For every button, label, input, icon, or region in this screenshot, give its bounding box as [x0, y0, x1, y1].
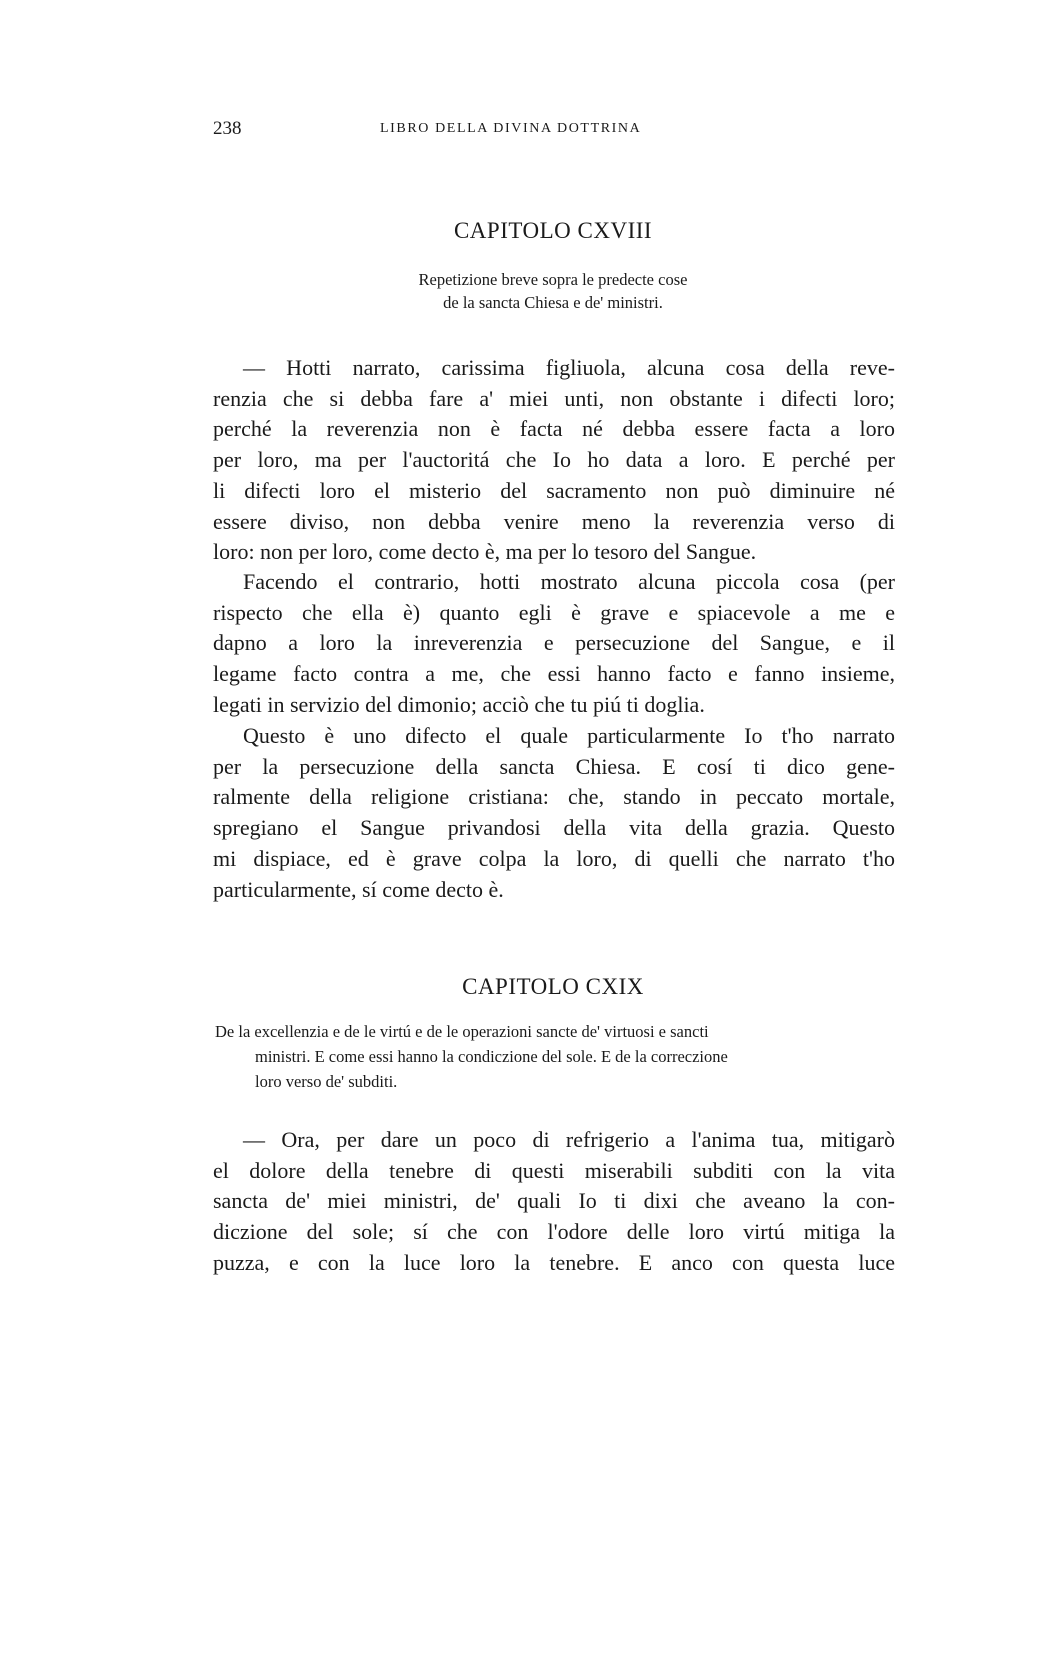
- text-line: dapno a loro la inreverenzia e persecuzione del Sangue, e il: [213, 630, 895, 656]
- text-line: spregiano el Sangue privandosi della vita della grazia. Questo: [213, 815, 895, 841]
- text-line: Questo è uno difecto el quale particularmente Io t'ho narrato: [243, 723, 895, 748]
- text-line: mi dispiace, ed è grave colpa la loro, di quelli che narrato t'ho: [213, 845, 895, 871]
- text-line: — Hotti narrato, carissima figliuola, alcuna cosa della reve-: [243, 355, 895, 380]
- text-line: essere diviso, non debba venire meno la reverenzia verso di: [213, 508, 895, 534]
- text-line: perché la reverenzia non è facta né debba essere facta a loro: [213, 416, 895, 442]
- text-line: el dolore della tenebre di questi miserabili subditi con la vita: [213, 1157, 895, 1183]
- text-line: rispecto che ella è) quanto egli è grave e spiacevole a me e: [213, 599, 895, 625]
- text-line: diczione del sole; sí che con l'odore delle loro virtú mitiga la: [213, 1219, 895, 1245]
- text-line: per loro, ma per l'auctoritá che Io ho data a loro. E perché per: [213, 447, 895, 473]
- text-line: ralmente della religione cristiana: che, stando in peccato mortale,: [213, 784, 895, 810]
- text-line: legame facto contra a me, che essi hanno facto e fanno insieme,: [213, 661, 895, 687]
- page-number: 238: [213, 118, 242, 139]
- text-line: — Ora, per dare un poco di refrigerio a l'anima tua, mitigarò: [243, 1127, 895, 1152]
- chapter-subtitle-line: De la excellenzia e de le virtú e de le operazioni sancte de' virtuosi e sancti: [215, 1022, 709, 1041]
- chapter-subtitle-line: Repetizione breve sopra le predecte cose: [418, 270, 688, 289]
- text-line: li difecti loro el misterio del sacramento non può diminuire né: [213, 477, 895, 503]
- chapter-title: CAPITOLO CXVIII: [453, 218, 653, 243]
- text-line: puzza, e con la luce loro la tenebre. E anco con questa luce: [213, 1249, 895, 1275]
- chapter-subtitle-line: de la sancta Chiesa e de' ministri.: [443, 293, 663, 312]
- chapter-title: CAPITOLO CXIX: [462, 974, 644, 999]
- chapter-subtitle-line: ministri. E come essi hanno la condiczione del sole. E de la correczione: [255, 1047, 728, 1066]
- text-line: per la persecuzione della sancta Chiesa. E cosí ti dico gene-: [213, 753, 895, 779]
- chapter-subtitle-line: loro verso de' subditi.: [255, 1072, 398, 1091]
- text-line: sancta de' miei ministri, de' quali Io ti dixi che aveano la con-: [213, 1188, 895, 1214]
- running-title: LIBRO DELLA DIVINA DOTTRINA: [380, 121, 642, 136]
- text-line: particularmente, sí come decto è.: [213, 876, 504, 902]
- text-line: loro: non per loro, come decto è, ma per lo tesoro del Sangue.: [213, 539, 757, 565]
- text-line: renzia che si debba fare a' miei unti, non obstante i difecti loro;: [213, 385, 895, 411]
- text-line: Facendo el contrario, hotti mostrato alcuna piccola cosa (per: [243, 569, 895, 594]
- text-line: legati in servizio del dimonio; acciò che tu piú ti doglia.: [213, 691, 705, 717]
